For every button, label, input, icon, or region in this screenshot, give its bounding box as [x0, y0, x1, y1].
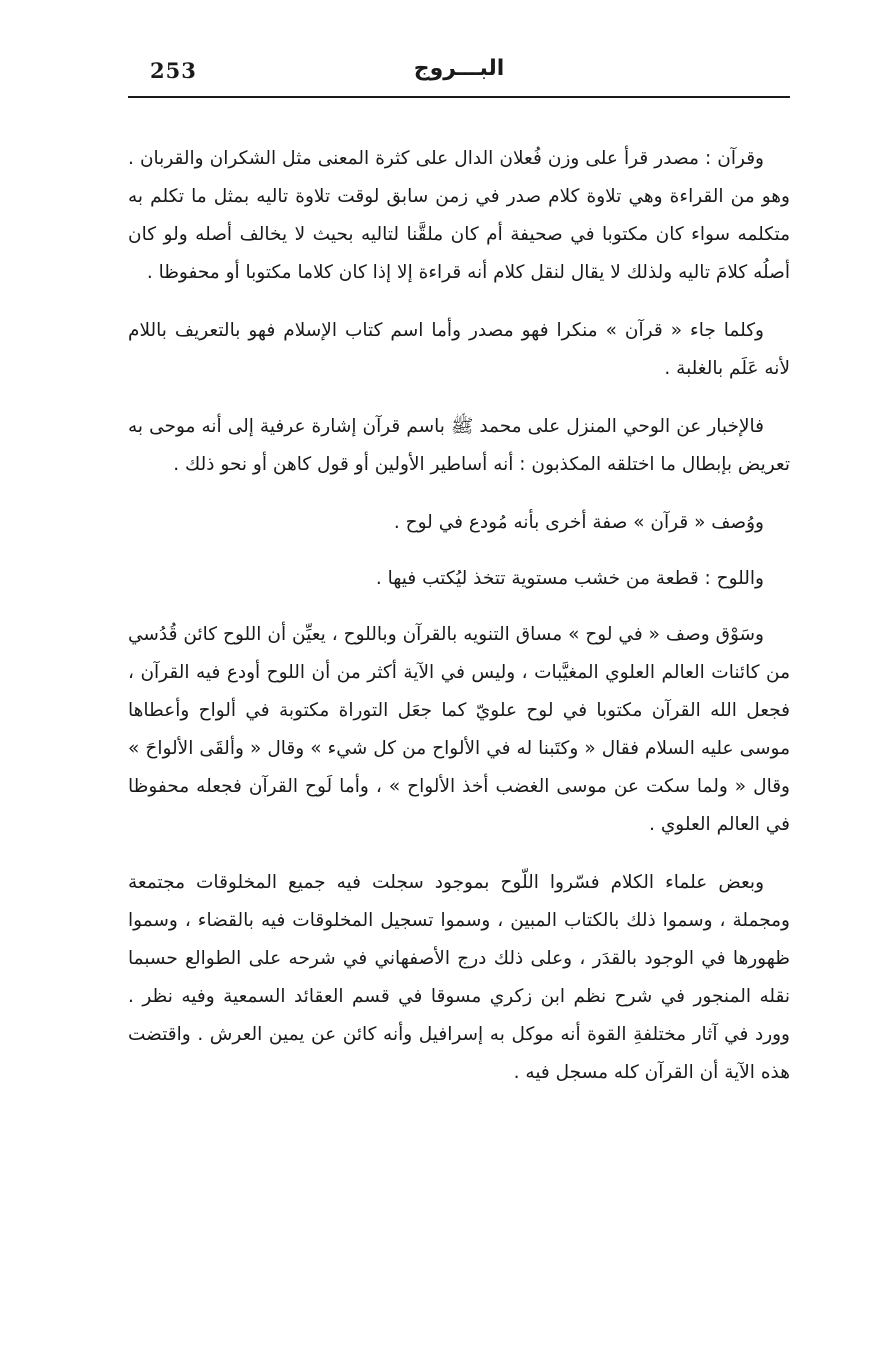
paragraph-quran-indefinite: وكلما جاء « قرآن » منكرا فهو مصدر وأما اسم كتاب الإسلام فهو بالتعريف باللام لأنه عَلَم بالغلبة .	[128, 320, 790, 379]
running-title: البـــروج	[413, 56, 505, 81]
page-body	[128, 140, 790, 1112]
paragraph-theologians-view: وبعض علماء الكلام فسّروا اللّوح بموجود سجلت فيه جميع المخلوقات مجتمعة ومجملة ، وسموا ذلك بالكتاب المبين ، وسموا تسجيل المخلوقات فيه بالقضاء ، وسموا ظهورها في الوجود بالقدَر ، وعلى ذلك درج الأصفهاني في شرحه على الطوالع حسبما نقله المنجور في شرح نظم ابن زكري مسوقا في قسم العقائد السمعية وفيه نظر . وورد في آثار مختلفةِ القوة أنه موكل به إسرافيل وأنه كائن عن يمين العرش . واقتضت هذه الآية أن القرآن كله مسجل فيه .	[128, 872, 790, 1083]
page-header	[128, 52, 790, 98]
paragraph-preserved-in-tablet: ووُصف « قرآن » صفة أخرى بأنه مُودع في لوح .	[393, 512, 764, 533]
paragraph-revelation-naming: فالإخبار عن الوحي المنزل على محمد ﷺ باسم قرآن إشارة عرفية إلى أنه موحى به تعريض بإبطال ما اختلقه المكذبون : أنه أساطير الأولين أو قول كاهن أو نحو ذلك .	[128, 416, 790, 475]
paragraph-tablet-definition: واللوح : قطعة من خشب مستوية تتخذ ليُكتب فيها .	[375, 568, 764, 589]
paragraph-quran-definition: وقرآن : مصدر قرأ على وزن فُعلان الدال على كثرة المعنى مثل الشكران والقربان . وهو من القراءة وهي تلاوة كلام صدر في زمن سابق لوقت تلاوة تاليه بمثل ما تكلم به متكلمه سواء كان مكتوبا في صحيفة أم كان ملقَّنا لتاليه بحيث لا يخالف أصله ولو كان أصلُه كلامَ تاليه ولذلك لا يقال لنقل كلام أنه قراءة إلا إذا كان كلاما مكتوبا أو محفوظا .	[128, 148, 790, 283]
paragraph-tablet-celestial: وسَوْق وصف « في لوح » مساق التنويه بالقرآن وباللوح ، يعيِّن أن اللوح كائن قُدُسي من كائنات العالم العلوي المغيَّبات ، وليس في الآية أكثر من أن اللوح أودع فيه القرآن ، فجعل الله القرآن مكتوبا في لوح علويّ كما جعَل التوراة مكتوبة في ألواح وأعطاها موسى عليه السلام فقال « وكتَبنا له في الألواح من كل شيء » وقال « وألقَى الألواحَ » وقال « ولما سكت عن موسى الغضب أخذ الألواح » ، وأما لَوح القرآن فجعله محفوظا في العالم العلوي .	[128, 624, 790, 835]
page-number: 253	[150, 58, 197, 83]
